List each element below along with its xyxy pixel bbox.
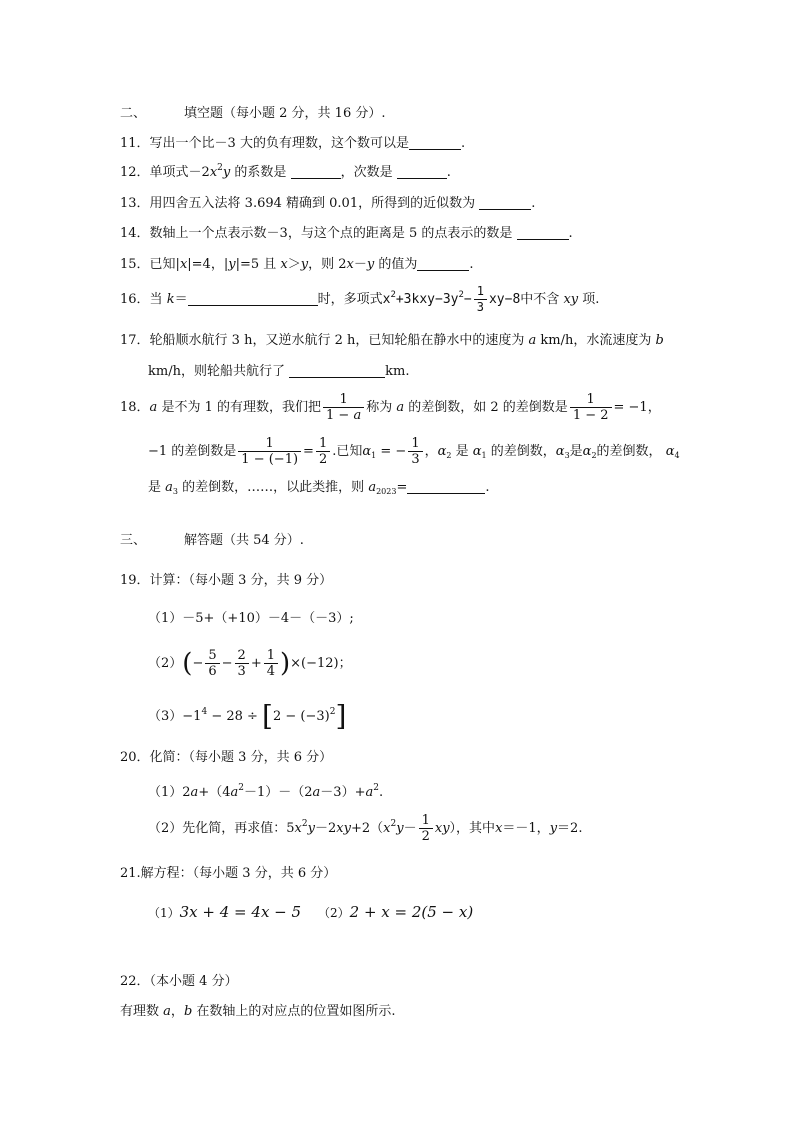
answer-blank[interactable] [409,135,461,150]
answer-blank[interactable] [291,164,341,179]
question-20-title: 20．化简：（每小题 3 分，共 6 分） [120,750,333,765]
question-19-part-2: （2）(− $\frac{5}{6}$ − $\frac{2}{3}$ + $\frac{1}{4}$ )×(−12)； [148,648,352,679]
question-18-line-1: 18．a 是不为 1 的有理数，我们把 $\frac{1}{1 - a}$ 称为 a 的差倒数，如 2 的差倒数是 $\frac{1}{1 - 2}$ = −1， [120,392,661,423]
answer-blank[interactable] [517,225,569,240]
section-3-heading: 三、 解答题（共 54 分）. [120,533,304,548]
answer-blank[interactable] [397,164,447,179]
question-13: 13．用四舍五入法将 3.694 精确到 0.01，所得到的近似数为 . [120,196,536,211]
question-20-part-2: （2）先化简，再求值：$5x^2y-2xy+2(x^2y-$ $\frac{1}{2}$ xy），其中x＝－1，y＝2. [148,813,583,844]
answer-blank[interactable] [479,195,531,210]
question-18-line-3: 是 $a_3$ 的差倒数，……，以此类推，则 $a_{2023}=$ . [148,480,490,496]
question-17-line-2: km/h，则轮船共航行了 km. [148,364,410,379]
question-17-line-1: 17．轮船顺水航行 3 h，又逆水航行 2 h，已知轮船在静水中的速度为 a km/h，水流速度为 b [120,333,664,348]
section-number: 二、 [120,106,147,121]
question-21-part-1: （1）3x + 4 = 4x − 5 [148,903,302,921]
answer-blank[interactable] [289,363,385,378]
question-22-text: 有理数 a，b 在数轴上的对应点的位置如图所示. [120,1004,396,1019]
question-22-title: 22．（本小题 4 分） [120,974,238,989]
section-title: 填空题（每小题 2 分，共 16 分）. [184,106,386,121]
question-16: 16．当 k＝ 时，多项式$x^2+3kxy-3y^2-$ $\frac{1}{3}$ xy−8中不含 xy 项. [120,284,600,314]
answer-blank[interactable] [407,479,485,494]
question-15: 15．已知|x|=4，|y|=5 且 x＞y，则 2x－y 的值为 . [120,257,474,272]
question-19-part-3: $(3)-1^4 - 28 \div [2 - (-3)^2]$ [148,699,347,733]
question-21-title: 21.解方程：（每小题 3 分，共 6 分） [120,866,337,881]
question-14: 14．数轴上一个点表示数－3，与这个点的距离是 5 的点表示的数是 . [120,226,573,241]
question-18-line-2: −1 的差倒数是 $\frac{1}{1 - (-1)}$ = $\frac{1}{2}$ .已知$\alpha_1$ = − $\frac{1}{3}$ ，$\alpha_2$ 是 $\alpha_1$ 的差倒数，$\alpha_3$是$\alpha_2$的差倒数， $\alpha_4$ [148,436,680,467]
answer-blank[interactable] [188,291,318,306]
polynomial: $x^2+3kxy-3y^2-$ $\frac{1}{3}$ xy−8 [382,284,521,314]
answer-blank[interactable] [417,256,469,271]
section-2-heading [120,104,385,124]
question-19-title: 19．计算：（每小题 3 分，共 9 分） [120,573,333,588]
question-12: 12．单项式$-2x^2y$ 的系数是 ，次数是 . [120,163,451,180]
question-11: 11．写出一个比－3 大的负有理数，这个数可以是 . [120,136,466,151]
question-21-part-2: （2）2 + x = 2(5 − x) [318,903,474,921]
question-19-part-1: （1）－5+（+10）－4－（－3）; [148,611,354,626]
question-20-part-1: $(1)2a+(4a^2-1)-(2a-3)+a^2$. [148,783,384,800]
